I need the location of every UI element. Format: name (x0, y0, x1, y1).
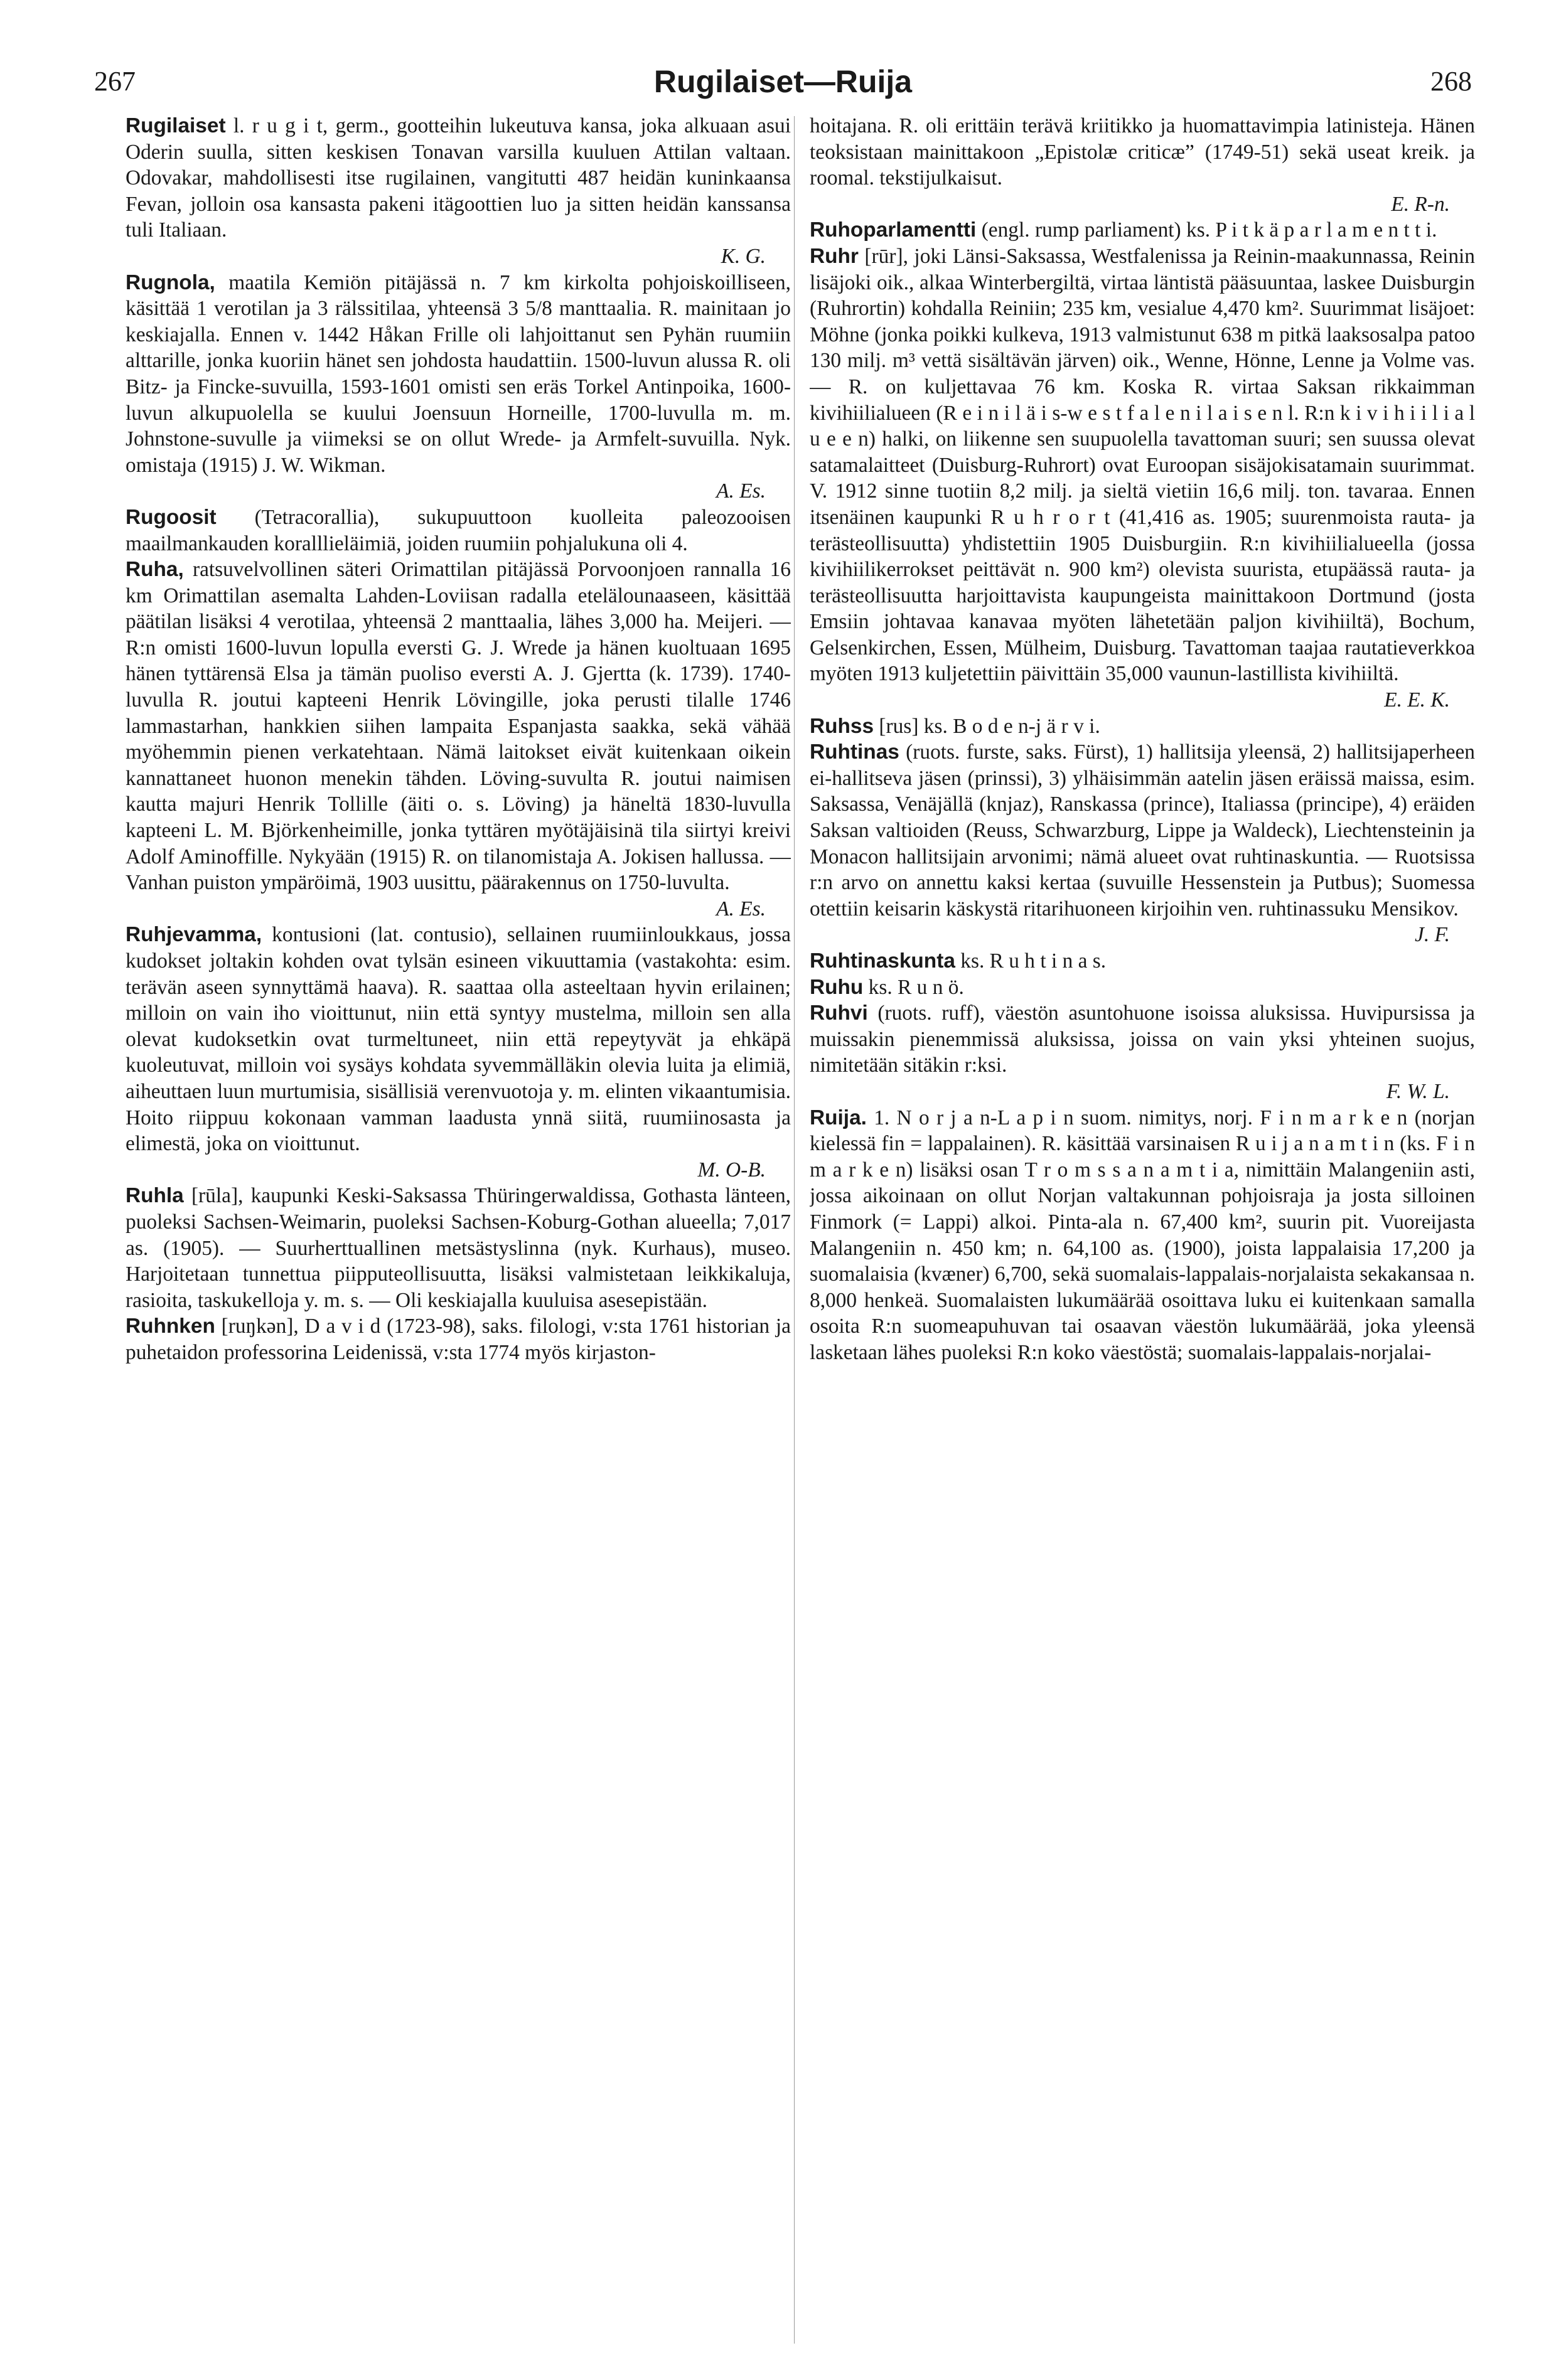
entry-headword: Ruhnken (126, 1315, 215, 1338)
author-signature: K. G. (721, 244, 766, 268)
entry-text: hoitajana. R. oli erittäin terävä kriitikko ja huomattavimpia latinisteja. Hänen teoksistaan mainittakoon „Epistolæ criticæ” (1749-51) sekä useat kreik. ja roomal. tekstijulkaisut. (810, 114, 1475, 190)
dictionary-entry (810, 948, 1475, 974)
entry-headword: Ruhss (810, 714, 874, 738)
entry-headword: Rugilaiset (126, 114, 226, 137)
entry-text: [rūla], kaupunki Keski-Saksassa Thüringerwaldissa, Gothasta länteen, puoleksi Sachsen-Weimarin, puoleksi Sachsen-Koburg-Gothan alueella; 7,017 as. (1905). — Suurherttuallinen metsästyslinna (nyk. Kurhaus), museo. Harjoitetaan tunnettua piipputeollisuutta, lisäksi valmistetaan leikkikaluja, rasioita, taskukelloja y. m. s. — Oli keskiajalla kuuluisa asesepistään. (126, 1184, 791, 1312)
dictionary-entry (126, 1313, 791, 1365)
entry-headword: Ruha, (126, 558, 184, 582)
left-column (126, 113, 791, 2347)
dictionary-entry (126, 922, 791, 1183)
entry-text: 1. N o r j a n-L a p i n suom. nimitys, norj. F i n m a r k e n (norjan kielessä fin = lappalainen). R. käsittää varsinaisen R u i j a n a m t i n (ks. F i n m a r k e n) lisäksi osan T r o m s s a n a m t i a, nimittäin Malangeniin asti, jossa aikoinaan on ollut Norjan valtakunnan pohjoisraja ja josta silloinen Finmork (= Lappi) alkoi. Pinta-ala n. 67,400 km², suurin pit. Vuoreijasta Malangeniin n. 450 km; n. 64,100 as. (1900), joista lappalaisia 17,200 ja suomalaisia (kvæner) 6,700, sekä suomalais-lappalais-norjalaista sekakansaa n. 8,000 henkeä. Suomalaisten lukumäärää osoittava luku ei kuitenkaan samalla osoita R:n suomeapuhuvan tai osaavan väestön lukumäärää, joka yleensä lasketaan lähes puoleksi R:n koko väestöstä; suomalais-lappalais-norjalai- (810, 1106, 1475, 1364)
entry-headword: Ruhr (810, 244, 859, 268)
entry-headword: Ruhvi (810, 1001, 868, 1025)
entry-text: [rus] ks. B o d e n-j ä r v i. (874, 714, 1100, 738)
page-number-right: 268 (1430, 66, 1472, 97)
entry-text: kontusioni (lat. contusio), sellainen ruumiinloukkaus, jossa kudokset joltakin kohden ovat tylsän esineen vikuuttamia (vastakohta: esim. terävän aseen synnyttämä haava). R. saattaa olla asteeltaan hyvin erilainen; milloin on vain iho vioittunut, niin että syntyy mustelma, milloin sen alla olevat kudoksetkin ovat turmeltuneet, niin että repeytyvät ja ehkäpä kuoleutuvat, milloin voi sysäys kohdata syvemmälläkin olevia luita ja elimiä, aiheuttaen luun murtumisia, sisällisiä verenvuotoja y. m. elinten vikaantumisia. Hoito riippuu kokonaan vamman laadusta ynnä siitä, ruumiinosasta ja elimestä, joka on vioittunut. (126, 923, 791, 1156)
entry-headword: Ruhoparlamentti (810, 218, 977, 242)
right-column (810, 113, 1475, 2347)
dictionary-entry (126, 113, 791, 270)
entry-text: (engl. rump parliament) ks. P i t k ä p a r l a m e n t t i. (976, 218, 1437, 242)
dictionary-entry (810, 113, 1475, 217)
entry-text: (ruots. ruff), väestön asuntohuone isoissa aluksissa. Huvipursissa ja muissakin pienemmissä aluksissa, joissa on vain yksi yhteinen suojus, nimitetään sitäkin r:ksi. (810, 1001, 1475, 1077)
dictionary-entry (810, 739, 1475, 948)
entry-headword: Ruhtinaskunta (810, 949, 955, 973)
entry-headword: Rugnola, (126, 270, 215, 294)
dictionary-entry (810, 1105, 1475, 1366)
author-signature: E. E. K. (1384, 688, 1450, 712)
page-number-left: 267 (94, 66, 136, 97)
dictionary-entry (810, 1000, 1475, 1104)
dictionary-entry (126, 270, 791, 504)
entry-headword: Ruhtinas (810, 740, 899, 764)
entry-headword: Rugoosit (126, 505, 217, 529)
entry-text: l. r u g i t, germ., gootteihin lukeutuva kansa, joka alkuaan asui Oderin suulla, sitten keskisen Tonavan varsilla kuuluen Attilan valtaan. Odovakar, mahdollisesti itse rugilainen, vangitutti 487 heidän kuninkaansa Fevan, jolloin osa kansasta pakeni itägoottien luo ja sitten heidän kanssansa tuli Italiaan. (126, 114, 791, 242)
dictionary-entry (126, 557, 791, 922)
dictionary-entry (126, 504, 791, 557)
entry-headword: Ruhu (810, 975, 864, 999)
author-signature: J. F. (1415, 923, 1450, 947)
author-signature: A. Es. (716, 479, 766, 503)
entry-text: maatila Kemiön pitäjässä n. 7 km kirkolta pohjoiskoilliseen, käsittää 1 verotilan ja 3 rälssitilaa, yhteensä 3 5/8 manttaalia. R. mainitaan jo keskiajalla. Ennen v. 1442 Håkan Frille oli lahjoittanut sen Pyhän ruumiin alttarille, jonka kuoriin hänet sen johdosta haudattiin. 1500-luvun alussa R. oli Bitz- ja Fincke-suvuilla, 1593-1601 omisti sen eräs Torkel Antinpoika, 1600-luvun alkupuolella se kuului Joensuun Horneille, 1700-luvulla m. m. Johnstone-suvulle ja viimeksi se on ollut Wrede- ja Armfelt-suvuilla. Nyk. omistaja (1915) J. W. Wikman. (126, 270, 791, 477)
author-signature: A. Es. (716, 897, 766, 921)
entry-headword: Ruhla (126, 1184, 184, 1208)
dictionary-entry (810, 713, 1475, 740)
entry-text: ks. R u h t i n a s. (955, 949, 1107, 973)
author-signature: F. W. L. (1386, 1079, 1450, 1103)
author-signature: M. O-B. (697, 1158, 766, 1182)
entry-text: (Tetracorallia), sukupuuttoon kuolleita paleozooisen maailmankauden koralllieläimiä, joiden ruumiin pohjalukuna oli 4. (126, 505, 791, 555)
entry-headword: Ruija. (810, 1106, 867, 1129)
entry-text: [ruŋkən], D a v i d (1723-98), saks. filologi, v:sta 1761 historian ja puhetaidon professorina Leidenissä, v:sta 1774 myös kirjaston- (126, 1315, 791, 1364)
author-signature: E. R-n. (1391, 192, 1450, 216)
page-header (94, 60, 1472, 104)
running-title: Rugilaiset—Ruija (653, 64, 913, 99)
dictionary-entry (810, 243, 1475, 713)
entry-text: ks. R u n ö. (863, 975, 964, 999)
column-divider (794, 116, 795, 2344)
dictionary-entry (126, 1183, 791, 1313)
dictionary-entry (810, 217, 1475, 243)
entry-headword: Ruhjevamma, (126, 923, 262, 947)
entry-text: ratsuvelvollinen säteri Orimattilan pitäjässä Porvoonjoen rannalla 16 km Orimattilan asemalta Lahden-Loviisan radalla etelälounaaseen, käsittää päätilan lisäksi 4 verotilaa, yhteensä 2 manttaalia, lähes 3,000 ha. Meijeri. — R:n omisti 1600-luvun lopulla eversti G. J. Wrede ja hänen kuoltuaan 1695 hänen tyttärensä Elsa ja tämän puoliso eversti A. J. Gjertta (k. 1739). 1740-luvulla R. joutui kapteeni Henrik Lövingille, joka perusti tilalle 1746 lammastarhan, hankkien siihen lampaita Espanjasta saakka, sekä vähää myöhemmin pienen verkatehtaan. Nämä laitokset eivät kuitenkaan oikein kannattaneet huonon menekin tähden. Löving-suvulta R. joutui naimisen kautta majuri Henrik Tollille (äiti o. s. Löving) ja häneltä 1830-luvulla kapteeni L. M. Björkenheimille, jonka tyttären myötäjäisinä tila siirtyi kreivi Adolf Aminoffille. Nykyään (1915) R. on tilanomistaja A. Jokisen hallussa. — Vanhan puiston ympäröimä, 1903 uusittu, päärakennus on 1750-luvulta. (126, 558, 791, 895)
entry-text: [rūr], joki Länsi-Saksassa, Westfalenissa ja Reinin-maakunnassa, Reinin lisäjoki oik., alkaa Winterbergiltä, virtaa läntistä pääsuuntaa, laskee Duisburgin (Ruhrortin) kohdalla Reiniin; 235 km, vesialue 4,470 km². Suurimmat lisäjoet: Möhne (jonka poikki kulkeva, 1913 valmistunut 638 m pitkä laaksosalpa patoo 130 milj. m³ vettä sisältävän järven) oik., Wenne, Hönne, Lenne ja Volme vas. — R. on kuljettavaa 76 km. Koska R. virtaa Saksan rikkaimman kivihiilialueen (R e i n i l ä i s-w e s t f a l e n i l a i s e n l. R:n k i v i h i i l i a l u e e n) halki, on liikenne sen suupuolella tavattoman suuri; sen suussa olevat satamalaitteet (Duisburg-Ruhrort) ovat Euroopan sisäjokisatamain suurimmat. V. 1912 sinne tuotiin 8,2 milj. ja sieltä vietiin 16,6 milj. ton. tavaraa. Ennen itsenäinen kaupunki R u h r o r t (41,416 as. 1905; suurenmoista rauta- ja terästeollisuutta) yhdistettiin 1905 Duisburgiin. R:n kivihiilialueella (jossa kivihiilikerrokset peittävät n. 900 km²) olevista suurista, etupäässä rauta- ja terästeollisuutta harjoittavista kaupungeista mainittakoon Dortmund (josta Emsiin johtavaa kanavaa myöten lähetetään paljon kivihiiltä), Bochum, Gelsenkirchen, Essen, Mülheim, Duisburg. Tavattoman taajaa rautatieverkkoa myöten 1913 kuljetettiin päivittäin 35,000 vaunun-lastillista kivihiiltä. (810, 244, 1475, 686)
entry-text: (ruots. furste, saks. Fürst), 1) hallitsija yleensä, 2) hallitsijaperheen ei-hallitseva jäsen (prinssi), 3) ylhäisimmän aatelin jäsen eräissä maissa, esim. Saksassa, Venäjällä (knjaz), Ranskassa (prince), Italiassa (principe), 4) eräiden Saksan valtioiden (Reuss, Schwarzburg, Lippe ja Waldeck), Liechtensteinin ja Monacon hallitsijain arvonimi; nämä alueet ovat ruhtinaskuntia. — Ruotsissa r:n arvo on annettu kaksi kertaa (suvuille Hessenstein ja Putbus); Suomessa otettiin keisarin käskystä ritarihuoneen kirjoihin ven. ruhtinassuku Mensikov. (810, 740, 1475, 921)
dictionary-entry (810, 974, 1475, 1001)
